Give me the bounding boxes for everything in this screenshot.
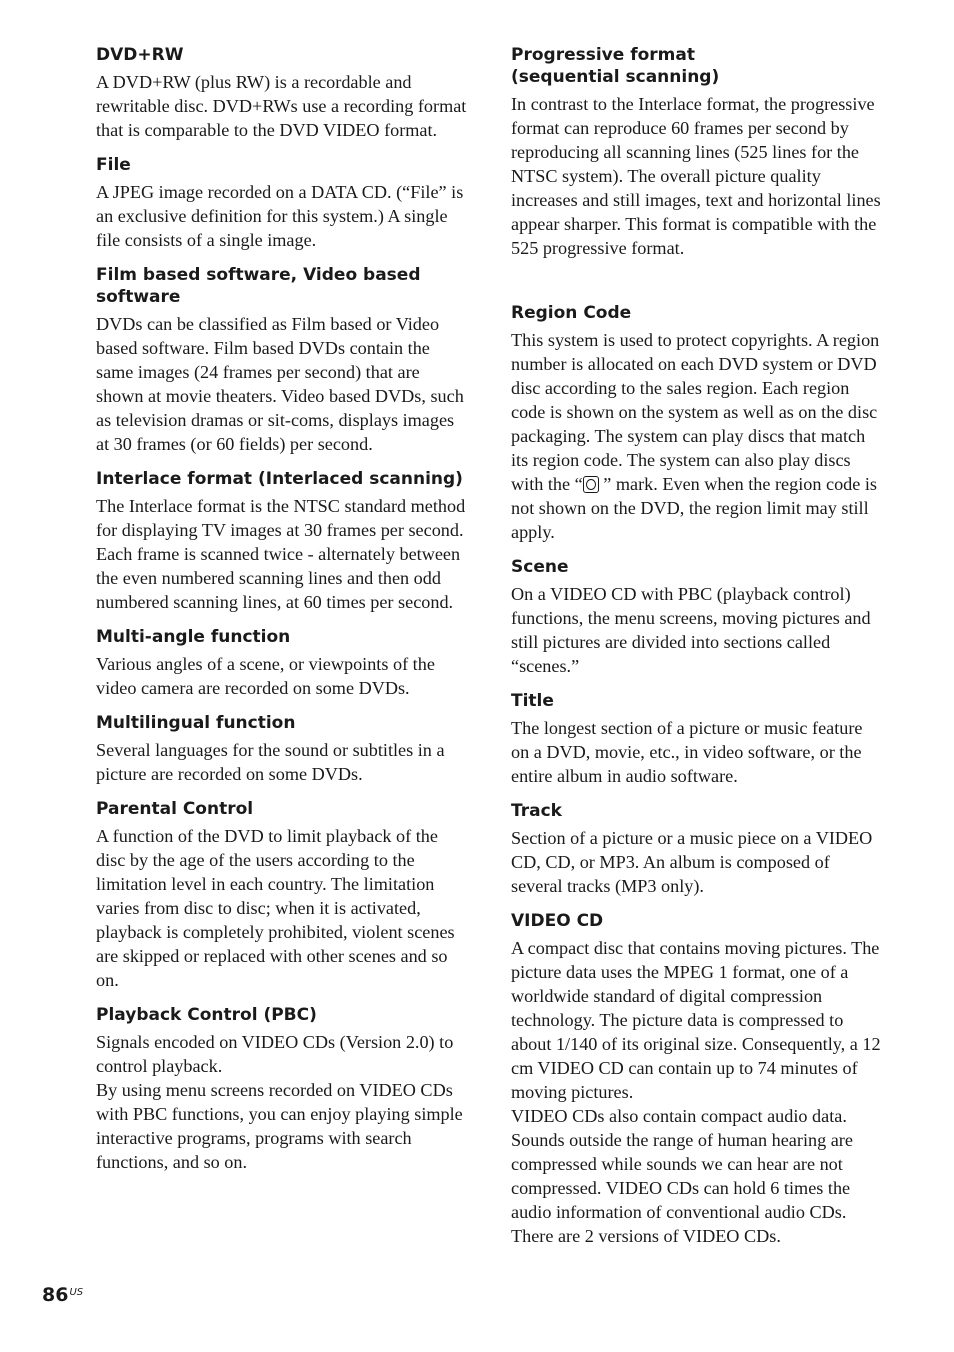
entry-definition — [96, 652, 468, 700]
glossary-entry-file — [96, 154, 468, 252]
entry-term: Title — [511, 691, 554, 711]
entry-definition — [96, 738, 468, 786]
left-column — [96, 44, 468, 1186]
definition-text: DVDs can be classified as Film based or Video based software. Film based DVDs contain the same images (24 frames per second) that are shown at movie theaters. Video based DVDs, such as television dramas or sit-coms, displays images at 30 frames (or 60 fields) per second. — [96, 314, 464, 454]
entry-term: Multi-angle function — [96, 627, 291, 647]
definition-text: VIDEO CDs also contain compact audio data. Sounds outside the range of human hearing are compressed while sounds we can hear are not compressed. VIDEO CDs can hold 6 times the audio information of conventional audio CDs. There are 2 versions of VIDEO CDs. — [511, 1106, 853, 1246]
entry-term: Interlace format (Interlaced scanning) — [96, 469, 463, 489]
entry-term: Multilingual function — [96, 713, 296, 733]
glossary-entry-interlace — [96, 468, 468, 614]
glossary-entry-video-cd — [511, 910, 883, 1248]
glossary-entry-parental-control — [96, 798, 468, 992]
entry-definition — [511, 582, 883, 678]
entry-term: Playback Control (PBC) — [96, 1005, 317, 1025]
glossary-entry-film-video-software — [96, 264, 468, 456]
entry-term: Track — [511, 801, 562, 821]
entry-definition — [511, 936, 883, 1248]
entry-term: Parental Control — [96, 799, 254, 819]
entry-term: Region Code — [511, 303, 632, 323]
entry-definition — [96, 494, 468, 614]
definition-text: In contrast to the Interlace format, the progressive format can reproduce 60 frames per second by reproducing all scanning lines (525 lines for the NTSC system). The overall picture quality increases and still images, text and horizontal lines appear sharper. This format is compatible with the 525 progressive format. — [511, 94, 881, 258]
definition-text: On a VIDEO CD with PBC (playback control) functions, the menu screens, moving pictures and still pictures are divided into sections called “scenes.” — [511, 584, 871, 676]
definition-text: Several languages for the sound or subtitles in a picture are recorded on some DVDs. — [96, 740, 445, 784]
glossary-entry-dvd-rw — [96, 44, 468, 142]
entry-term: DVD+RW — [96, 45, 184, 65]
entry-definition — [511, 826, 883, 898]
entry-definition — [511, 716, 883, 788]
region-all-icon — [583, 476, 599, 493]
definition-text: The longest section of a picture or music feature on a DVD, movie, etc., in video software, or the entire album in audio software. — [511, 718, 863, 786]
definition-text-before: This system is used to protect copyrights. A region number is allocated on each DVD system or DVD disc according to the sales region. Each region code is shown on the system as well as on the disc packaging. The system can play discs that match its region code. The system can also play discs with the “ — [511, 330, 880, 494]
entry-definition — [511, 328, 883, 544]
definition-text: A function of the DVD to limit playback of the disc by the age of the users according to the limitation level in each country. The limitation varies from disc to disc; when it is activated, playback is completely prohibited, violent scenes are skipped or replaced with other scenes and so on. — [96, 826, 455, 990]
definition-text: Various angles of a scene, or viewpoints of the video camera are recorded on some DVDs. — [96, 654, 435, 698]
entry-definition — [96, 180, 468, 252]
entry-definition — [96, 70, 468, 142]
glossary-entry-track — [511, 800, 883, 898]
definition-text: A JPEG image recorded on a DATA CD. (“File” is an exclusive definition for this system.) A single file consists of a single image. — [96, 182, 464, 250]
page-number-value: 86 — [42, 1284, 69, 1306]
entry-term: Progressive format (sequential scanning) — [511, 45, 720, 87]
glossary-entry-multilingual — [96, 712, 468, 786]
spacer — [511, 272, 883, 302]
entry-term: Scene — [511, 557, 569, 577]
definition-text: The Interlace format is the NTSC standard method for displaying TV images at 30 frames per second. Each frame is scanned twice - alternately between the even numbered scanning lines and then odd numbered scanning lines, at 60 times per second. — [96, 496, 466, 612]
definition-text: Signals encoded on VIDEO CDs (Version 2.0) to control playback. — [96, 1032, 454, 1076]
page-number — [42, 1284, 83, 1306]
glossary-entry-pbc — [96, 1004, 468, 1174]
entry-definition — [96, 824, 468, 992]
definition-text-after: ” mark. Even when the region code is not shown on the DVD, the region limit may still apply. — [511, 474, 878, 542]
entry-definition — [96, 1030, 468, 1174]
glossary-entry-region-code — [511, 302, 883, 544]
glossary-entry-title — [511, 690, 883, 788]
glossary-entry-multi-angle — [96, 626, 468, 700]
entry-term: Film based software, Video based software — [96, 265, 421, 307]
page-number-suffix: US — [69, 1287, 84, 1298]
entry-definition — [511, 92, 883, 260]
definition-text — [511, 328, 883, 544]
entry-definition — [96, 312, 468, 456]
definition-text: A compact disc that contains moving pictures. The picture data uses the MPEG 1 format, one of a worldwide standard of digital compression technology. The picture data is compressed to about 1/140 of its original size. Consequently, a 12 cm VIDEO CD can contain up to 74 minutes of moving pictures. — [511, 938, 881, 1102]
entry-term: VIDEO CD — [511, 911, 604, 931]
definition-text: Section of a picture or a music piece on a VIDEO CD, CD, or MP3. An album is composed of several tracks (MP3 only). — [511, 828, 873, 896]
definition-text: A DVD+RW (plus RW) is a recordable and rewritable disc. DVD+RWs use a recording format that is comparable to the DVD VIDEO format. — [96, 72, 467, 140]
entry-term: File — [96, 155, 131, 175]
definition-text: By using menu screens recorded on VIDEO CDs with PBC functions, you can enjoy playing simple interactive programs, programs with search functions, and so on. — [96, 1080, 463, 1172]
glossary-entry-progressive — [511, 44, 883, 260]
glossary-entry-scene — [511, 556, 883, 678]
right-column — [511, 44, 883, 1260]
